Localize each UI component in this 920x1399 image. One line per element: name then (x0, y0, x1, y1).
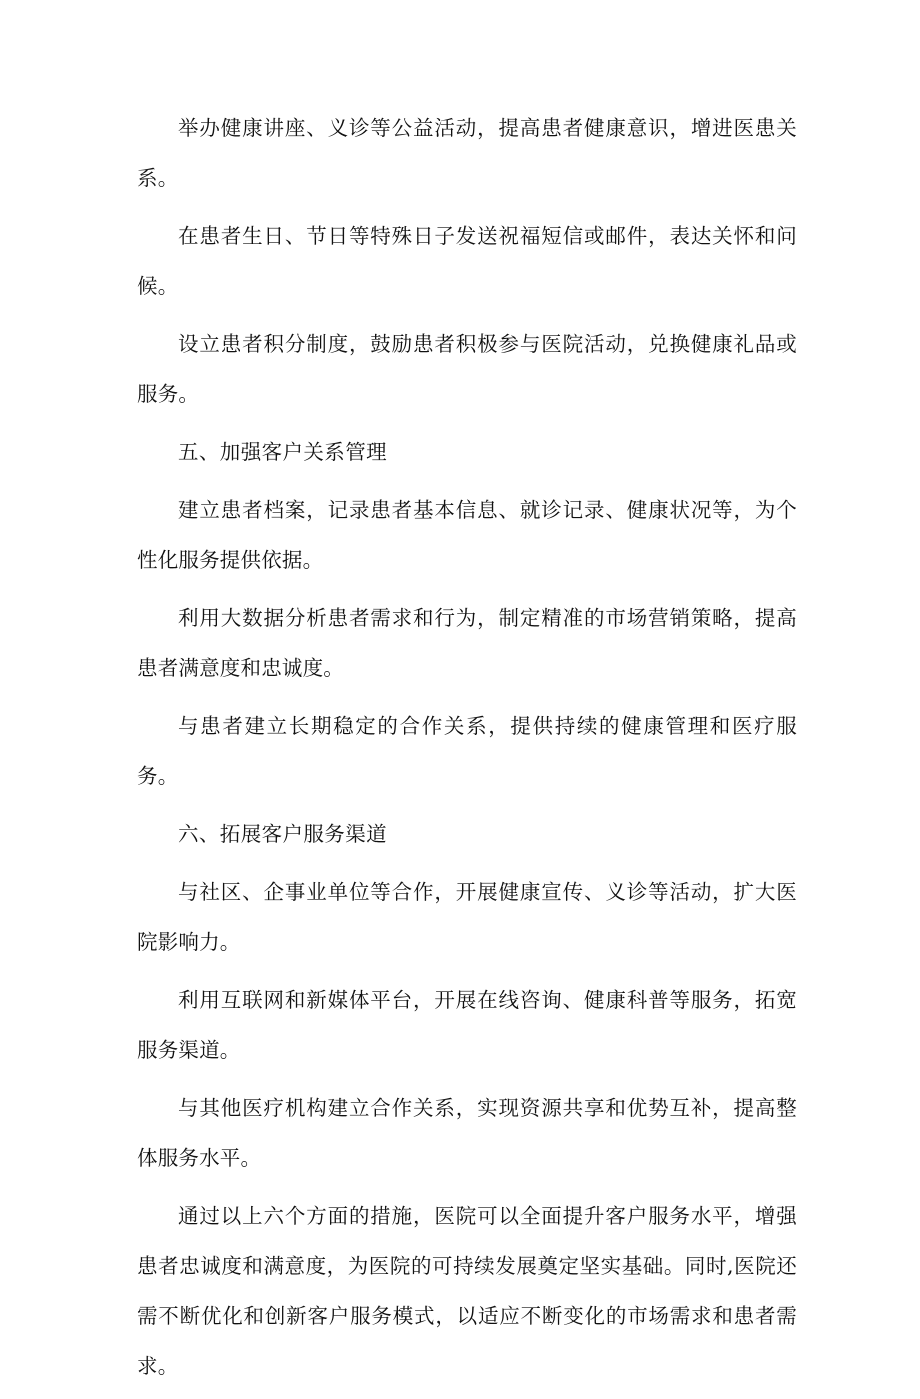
document-body (137, 103, 797, 1399)
paragraph-community-cooperation: 与社区、企事业单位等合作，开展健康宣传、义诊等活动，扩大医院影响力。 (137, 880, 797, 954)
paragraph-conclusion: 通过以上六个方面的措施，医院可以全面提升客户服务水平，增强患者忠诚度和满意度，为医院的可持续发展奠定坚实基础。同时,医院还需不断优化和创新客户服务模式，以适应不断变化的市场需求和患者需求。 (137, 1204, 797, 1378)
paragraph-long-term-relationship: 与患者建立长期稳定的合作关系，提供持续的健康管理和医疗服务。 (137, 714, 797, 788)
section-heading-five: 五、加强客户关系管理 (178, 440, 387, 464)
paragraph-greetings: 在患者生日、节日等特殊日子发送祝福短信或邮件，表达关怀和问候。 (137, 224, 797, 298)
section-heading-six: 六、拓展客户服务渠道 (178, 822, 387, 846)
paragraph-big-data: 利用大数据分析患者需求和行为，制定精准的市场营销策略，提高患者满意度和忠诚度。 (137, 606, 797, 680)
paragraph-institution-cooperation: 与其他医疗机构建立合作关系，实现资源共享和优势互补，提高整体服务水平。 (137, 1096, 797, 1170)
paragraph-patient-records: 建立患者档案，记录患者基本信息、就诊记录、健康状况等，为个性化服务提供依据。 (137, 498, 797, 572)
paragraph-public-welfare-activities: 举办健康讲座、义诊等公益活动，提高患者健康意识，增进医患关系。 (137, 116, 797, 190)
paragraph-points-system: 设立患者积分制度，鼓励患者积极参与医院活动，兑换健康礼品或服务。 (137, 332, 797, 406)
paragraph-internet-platform: 利用互联网和新媒体平台，开展在线咨询、健康科普等服务，拓宽服务渠道。 (137, 988, 797, 1062)
